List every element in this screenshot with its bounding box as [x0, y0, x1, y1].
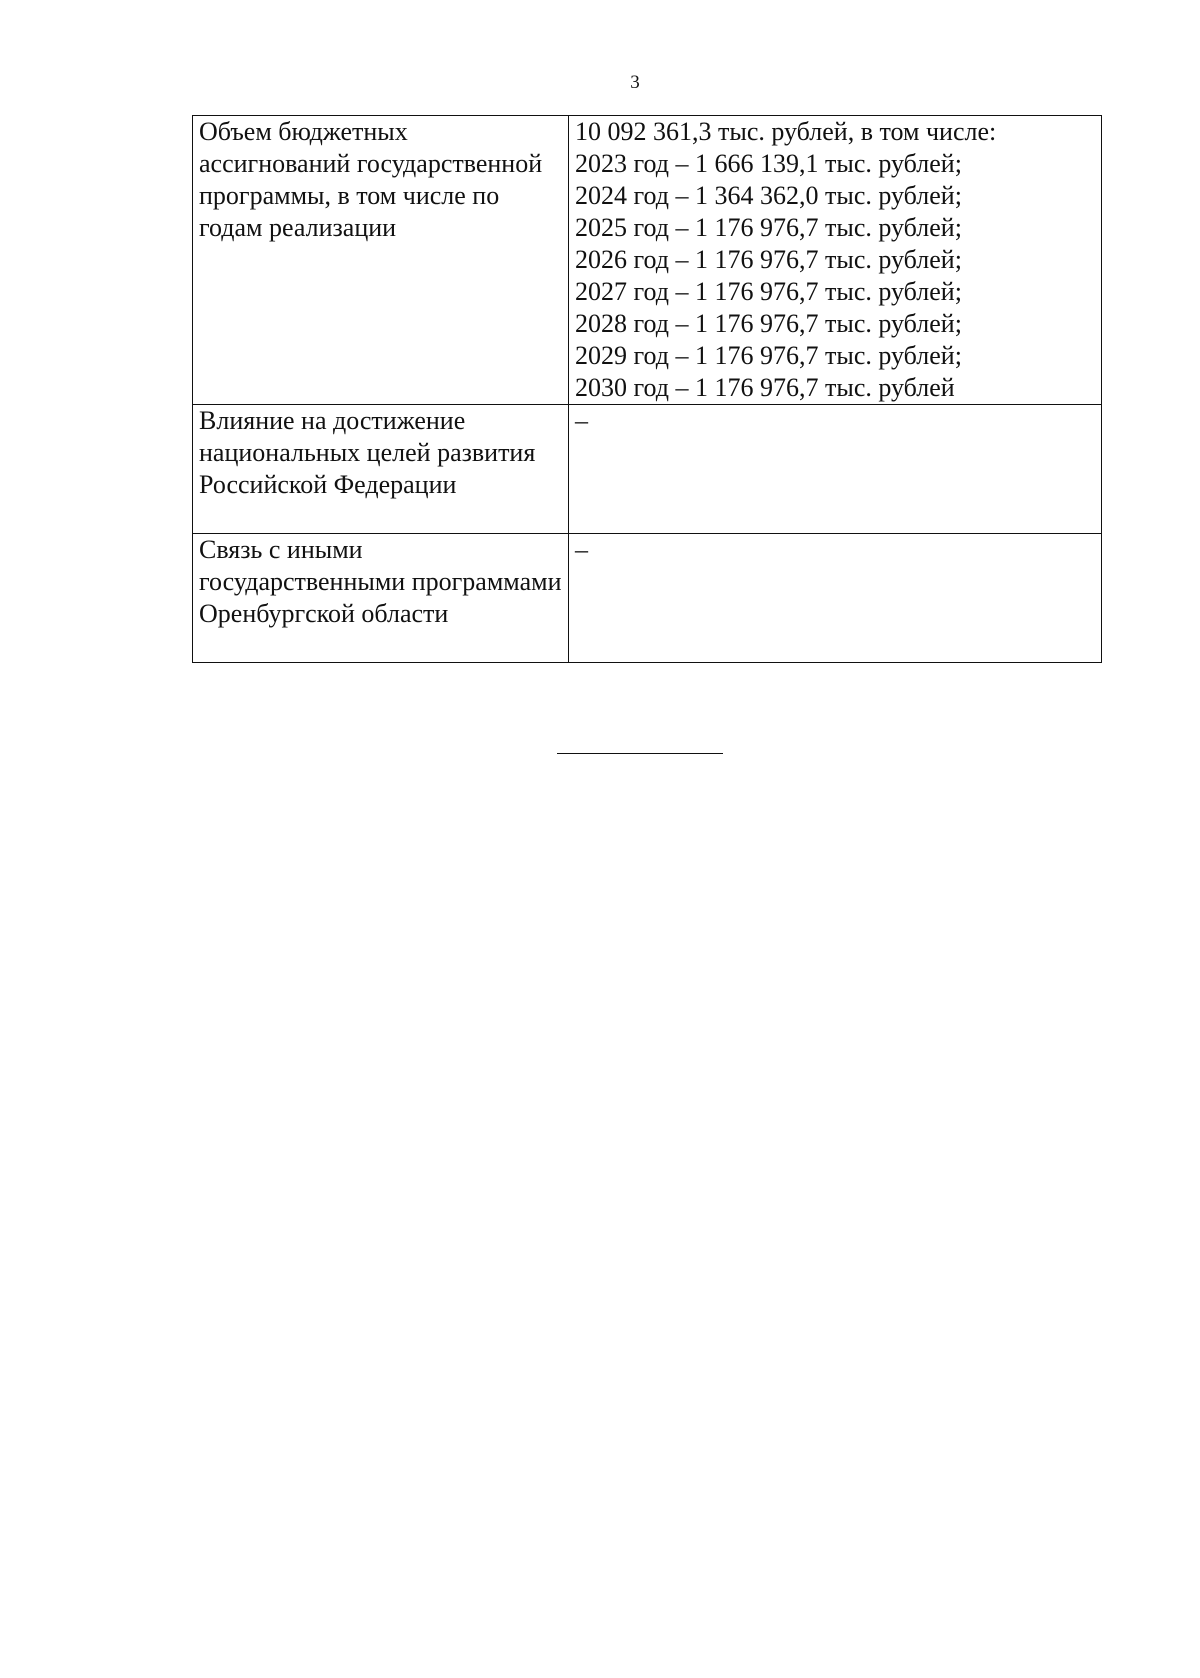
- budget-year-2029-value: 2029 год – 1 176 976,7 тыс. рублей;: [575, 341, 962, 370]
- row-label-budget-allocations: Объем бюджетных ассигнований государственной программы, в том числе по годам реализации: [199, 117, 543, 242]
- row-label-national-goals: Влияние на достижение национальных целей развития Российской Федерации: [199, 406, 536, 499]
- value-cell: [569, 116, 1102, 405]
- value-cell: [569, 534, 1102, 663]
- budget-year-2030-value: 2030 год – 1 176 976,7 тыс. рублей: [575, 373, 955, 402]
- budget-year-2027-value: 2027 год – 1 176 976,7 тыс. рублей;: [575, 277, 962, 306]
- page-number: 3: [630, 72, 640, 93]
- national-goals-value: –: [575, 406, 588, 435]
- budget-year-2024-value: 2024 год – 1 364 362,0 тыс. рублей;: [575, 181, 962, 210]
- label-cell: [193, 534, 569, 663]
- label-cell: [193, 405, 569, 534]
- budget-year-2028-value: 2028 год – 1 176 976,7 тыс. рублей;: [575, 309, 962, 338]
- value-cell: [569, 405, 1102, 534]
- end-of-document-rule: [557, 753, 723, 754]
- budget-year-2025-value: 2025 год – 1 176 976,7 тыс. рублей;: [575, 213, 962, 242]
- budget-year-2023-value: 2023 год – 1 666 139,1 тыс. рублей;: [575, 149, 962, 178]
- related-programs-value: –: [575, 535, 588, 564]
- table-row-national-goals: [193, 405, 1102, 534]
- budget-total-value: 10 092 361,3 тыс. рублей, в том числе:: [575, 117, 997, 146]
- program-passport-table: [192, 115, 1102, 663]
- table-row-related-programs: [193, 534, 1102, 663]
- label-cell: [193, 116, 569, 405]
- row-label-related-programs: Связь с иными государственными программами Оренбургской области: [199, 535, 562, 628]
- table-row-budget-allocations: [193, 116, 1102, 405]
- budget-year-2026-value: 2026 год – 1 176 976,7 тыс. рублей;: [575, 245, 962, 274]
